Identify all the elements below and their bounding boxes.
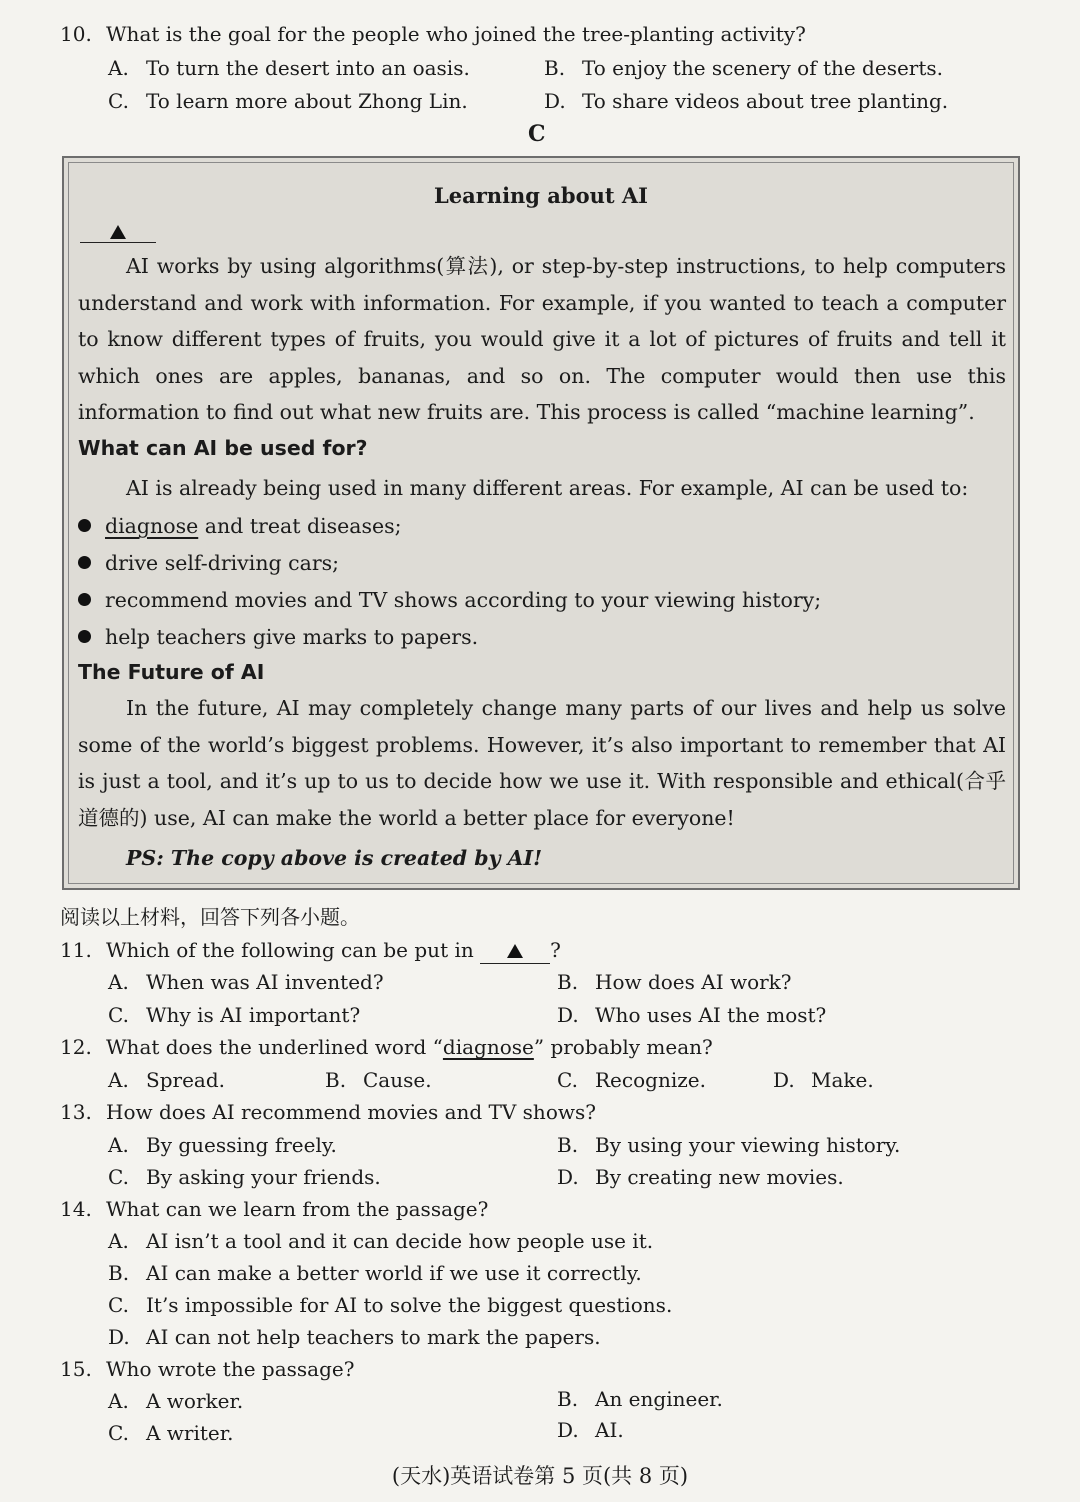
section-heading-future: The Future of AI <box>78 660 265 684</box>
passage-paragraph-2: AI is already being used in many different areas. For example, AI can be used to: <box>126 476 969 500</box>
option-d[interactable]: D. By creating new movies. <box>557 1165 844 1189</box>
question-14: 14. What can we learn from the passage? <box>60 1197 489 1221</box>
option-c[interactable]: C. To learn more about Zhong Lin. <box>108 89 468 113</box>
question-15: 15. Who wrote the passage? <box>60 1357 355 1381</box>
option-c[interactable]: C. Why is AI important? <box>108 1003 361 1027</box>
option-c[interactable]: C. Recognize. <box>557 1068 706 1092</box>
option-d[interactable]: D. Make. <box>773 1068 874 1092</box>
option-d[interactable]: D. To share videos about tree planting. <box>544 89 949 113</box>
question-11: 11. Which of the following can be put in ? <box>60 938 561 962</box>
bullet-item: help teachers give marks to papers. <box>78 623 478 651</box>
option-d[interactable]: D. AI. <box>557 1418 624 1442</box>
bullet-item: diagnose and treat diseases; <box>78 512 402 540</box>
triangle-icon <box>507 944 523 958</box>
option-a[interactable]: A. A worker. <box>108 1389 244 1413</box>
bullet-icon <box>78 519 91 532</box>
option-d[interactable]: D. AI can not help teachers to mark the papers. <box>108 1325 601 1349</box>
option-c[interactable]: C. A writer. <box>108 1421 234 1445</box>
question-text: What is the goal for the people who joined the tree-planting activity? <box>106 22 806 46</box>
question-12: 12. What does the underlined word “diagnose” probably mean? <box>60 1035 713 1059</box>
question-13: 13. How does AI recommend movies and TV shows? <box>60 1100 596 1124</box>
option-a[interactable]: A. To turn the desert into an oasis. <box>108 56 470 80</box>
option-b[interactable]: B. By using your viewing history. <box>557 1133 901 1157</box>
option-b[interactable]: B. How does AI work? <box>557 970 792 994</box>
answer-blank <box>480 937 550 964</box>
bullet-item: drive self-driving cars; <box>78 549 339 577</box>
option-b[interactable]: B. To enjoy the scenery of the deserts. <box>544 56 944 80</box>
option-c[interactable]: C. It’s impossible for AI to solve the biggest questions. <box>108 1293 673 1317</box>
postscript: PS: The copy above is created by AI! <box>126 846 543 870</box>
passage-title: Learning about AI <box>434 183 648 208</box>
passage-box <box>62 156 1020 890</box>
option-c[interactable]: C. By asking your friends. <box>108 1165 381 1189</box>
bullet-item: recommend movies and TV shows according to your viewing history; <box>78 586 821 614</box>
section-label: C <box>528 121 546 147</box>
bullet-icon <box>78 630 91 643</box>
option-b[interactable]: B. Cause. <box>325 1068 432 1092</box>
option-a[interactable]: A. When was AI invented? <box>108 970 384 994</box>
passage-paragraph-1: AI works by using algorithms(算法), or step-by-step instructions, to help computers understand and work with information. For example, if you wanted to teach a computer to know different types of fruits, you would give it a lot of pictures of fruits and tell it which ones are apples, bananas, and so on. The computer would then use this information to find out what new fruits are. This process is called “machine learning”. <box>78 254 1006 424</box>
bullet-icon <box>78 593 91 606</box>
question-10: 10. What is the goal for the people who joined the tree-planting activity? <box>60 22 806 46</box>
option-a[interactable]: A. AI isn’t a tool and it can decide how people use it. <box>108 1229 654 1253</box>
page-footer: (天水)英语试卷第 5 页(共 8 页) <box>391 1464 689 1488</box>
option-b[interactable]: B. AI can make a better world if we use it correctly. <box>108 1261 642 1285</box>
bullet-icon <box>78 556 91 569</box>
triangle-icon <box>110 225 126 239</box>
option-d[interactable]: D. Who uses AI the most? <box>557 1003 827 1027</box>
option-b[interactable]: B. An engineer. <box>557 1387 723 1411</box>
underlined-word: diagnose <box>105 514 199 538</box>
heading-blank <box>80 218 156 243</box>
section-heading-uses: What can AI be used for? <box>78 436 368 460</box>
instruction: 阅读以上材料，回答下列各小题。 <box>60 905 360 929</box>
option-a[interactable]: A. Spread. <box>108 1068 225 1092</box>
option-a[interactable]: A. By guessing freely. <box>108 1133 337 1157</box>
passage-paragraph-3: In the future, AI may completely change many parts of our lives and help us solve some of the world’s biggest problems. However, it’s also important to remember that AI is just a tool, and it’s up to us to decide how we use it. With responsible and ethical(合乎道德的) use, AI can make the world a better place for everyone! <box>78 696 1006 830</box>
underlined-word: diagnose <box>442 1035 534 1059</box>
